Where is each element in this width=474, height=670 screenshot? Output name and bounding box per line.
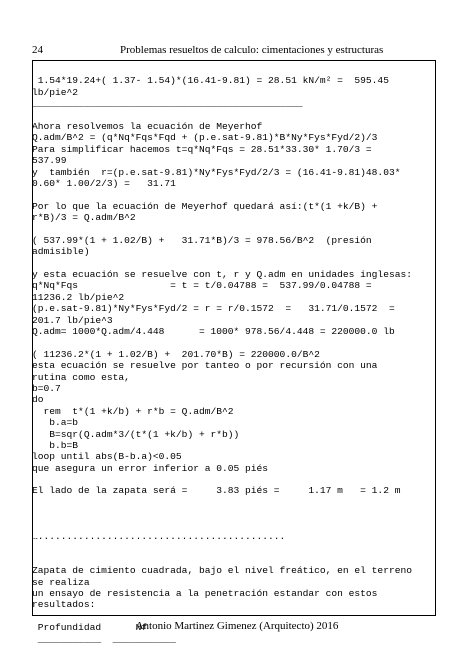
text-line: y también r=(p.e.sat-9.81)*Ny*Fys*Fyd/2/3 = (16.41-9.81)48.03*: [32, 166, 401, 178]
text-line: _______________________________________________: [32, 98, 303, 110]
text-line: [32, 189, 437, 200]
text-line: lb/pie^2: [32, 86, 79, 98]
text-line: [32, 554, 437, 565]
text-line: Q.adm= 1000*Q.adm/4.448 = 1000* 978.56/4.448 = 220000.0 lb: [32, 325, 395, 337]
text-line: b.b=B: [32, 439, 79, 451]
text-line: [32, 474, 437, 485]
text-line: r*B)/3 = Q.adm/B^2: [32, 212, 136, 224]
page-number: 24: [32, 44, 43, 56]
book-title: Problemas resueltos de calculo: cimentaciones y estructuras: [120, 44, 384, 56]
text-line: ( 537.99*(1 + 1.02/B) + 31.71*B)/3 = 978.56/B^2 (presión: [32, 234, 372, 246]
text-line: Para simplificar hacemos t=q*Nq*Fqs = 28.51*33.30* 1.70/3 =: [32, 143, 372, 155]
text-line: 0.60* 1.00/2/3) = 31.71: [32, 177, 176, 189]
text-line: y esta ecuación se resuelve con t, r y Q.adm en unidades inglesas:: [32, 269, 412, 281]
text-line: resultados:: [32, 599, 96, 611]
text-line: [32, 110, 437, 121]
text-line: b.a=b: [32, 417, 79, 429]
text-line: [32, 520, 437, 531]
text-line: ___________ ___________: [32, 633, 176, 645]
text-line: Por lo que la ecuación de Meyerhof quedará así:(t*(1 +k/B) +: [32, 200, 378, 212]
text-line: se realiza: [32, 576, 90, 588]
text-line: 537.99: [32, 155, 67, 167]
text-line: [32, 542, 437, 553]
text-line: 201.7 lb/pie^3: [32, 314, 113, 326]
page-footer: Antonio Martinez Gimenez (Arquitecto) 2016: [135, 620, 339, 632]
text-line: admisible): [32, 246, 90, 258]
text-line: ( 11236.2*(1 + 1.02/B) + 201.70*B) = 220000.0/B^2: [32, 348, 320, 360]
text-line: B=sqr(Q.adm*3/(t*(1 +k/b) + r*b)): [32, 428, 240, 440]
text-line: [32, 223, 437, 234]
text-line: que asegura un error inferior a 0.05 piés: [32, 462, 269, 474]
text-line: 11236.2 lb/pie^2: [32, 291, 125, 303]
text-line: Profundidad Nf: [32, 622, 148, 634]
text-line: [32, 508, 437, 519]
text-line: Q.adm/B^2 = (q*Nq*Fqs*Fqd + (p.e.sat-9.81)*B*Ny*Fys*Fyd/2)/3: [32, 132, 378, 144]
text-line: do: [32, 394, 44, 406]
text-line: esta ecuación se resuelve por tanteo o por recursión con una: [32, 360, 378, 372]
document-body: [32, 64, 437, 645]
text-line: El lado de la zapata será = 3.83 piés = 1.17 m = 1.2 m: [32, 485, 401, 497]
text-line: Zapata de cimiento cuadrada, bajo el nivel freático, en el terreno: [32, 565, 412, 577]
text-line: [32, 258, 437, 269]
text-line: rem t*(1 +k/b) + r*b = Q.adm/B^2: [32, 405, 234, 417]
text-line: b=0.7: [32, 382, 61, 394]
text-line: 1.54*19.24+( 1.37- 1.54)*(16.41-9.81) = 28.51 kN/m² = 595.45: [32, 75, 389, 87]
text-line: q*Nq*Fqs = t = t/0.04788 = 537.99/0.04788 =: [32, 280, 372, 292]
text-line: Ahora resolvemos la ecuación de Meyerhof: [32, 120, 263, 132]
text-line: (p.e.sat-9.81)*Ny*Fys*Fyd/2 = r = r/0.1572 = 31.71/0.1572 =: [32, 303, 395, 315]
text-line: rutina como esta,: [32, 371, 130, 383]
text-line: un ensayo de resistencia a la penetración estandar con estos: [32, 587, 378, 599]
text-line: [32, 64, 437, 75]
text-line: [32, 497, 437, 508]
page-header: [32, 44, 434, 58]
text-line: loop until abs(B-b.a)<0.05: [32, 451, 182, 463]
text-line: …...........................................: [32, 531, 286, 543]
text-line: [32, 337, 437, 348]
